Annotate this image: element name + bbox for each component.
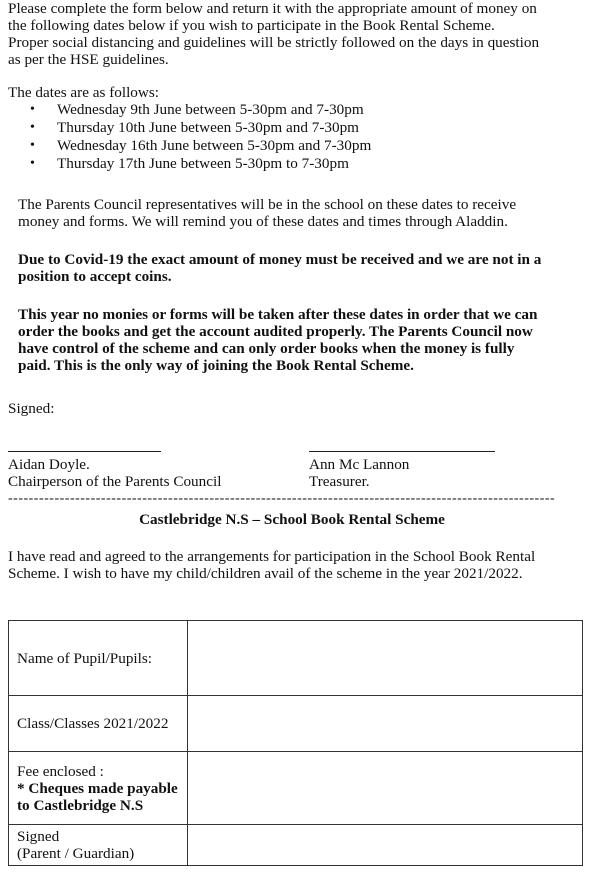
pupil-name-field[interactable] [188, 621, 583, 696]
agreement-paragraph [8, 548, 588, 582]
agreement-line: I have read and agreed to the arrangements for participation in the School Book Rental [8, 548, 536, 565]
signature-line [8, 451, 161, 452]
pupil-name-label: Name of Pupil/Pupils: [9, 621, 188, 696]
council-paragraph [18, 196, 583, 230]
bullet-icon: • [30, 120, 35, 135]
date-text: Wednesday 16th June between 5-30pm and 7-30pm [57, 137, 372, 154]
bullet-icon: • [30, 156, 35, 171]
table-row [9, 752, 583, 825]
covid-paragraph [18, 251, 583, 285]
date-text: Thursday 10th June between 5-30pm and 7-30pm [57, 119, 359, 136]
guardian-signed-cell [9, 825, 188, 866]
table-row [9, 696, 583, 752]
signatory-role: Chairperson of the Parents Council [8, 473, 222, 490]
signed-label: Signed: [8, 400, 55, 417]
guardian-signed-sub: (Parent / Guardian) [17, 845, 135, 862]
bullet-icon: • [30, 102, 35, 117]
rental-form-table [8, 620, 583, 866]
class-label: Class/Classes 2021/2022 [9, 696, 188, 752]
no-monies-line: This year no monies or forms will be taken after these dates in order that we can [18, 306, 538, 323]
intro-line: as per the HSE guidelines. [8, 51, 169, 68]
cheque-note: * Cheques made payable [17, 779, 178, 797]
dates-list [30, 101, 371, 173]
signatory-chairperson [8, 456, 221, 490]
cheque-note: to Castlebridge N.S [17, 796, 144, 814]
no-monies-line: paid. This is the only way of joining the Book Rental Scheme. [18, 357, 414, 374]
dates-label: The dates are as follows: [8, 84, 159, 101]
covid-line: position to accept coins. [18, 268, 172, 285]
council-line: The Parents Council representatives will be in the school on these dates to receive [18, 196, 517, 213]
agreement-line: Scheme. I wish to have my child/children avail of the scheme in the year 2021/2022. [8, 565, 523, 582]
date-text: Thursday 17th June between 5-30pm to 7-30pm [57, 155, 349, 172]
fee-label: Fee enclosed : [17, 762, 104, 780]
class-field[interactable] [188, 696, 583, 752]
intro-line: Proper social distancing and guidelines will be strictly followed on the days in question [8, 34, 540, 51]
fee-field[interactable] [188, 752, 583, 825]
date-text: Wednesday 9th June between 5-30pm and 7-30pm [57, 101, 364, 118]
fee-cell [9, 752, 188, 825]
date-item [30, 137, 371, 155]
date-item [30, 101, 371, 119]
covid-line: Due to Covid-19 the exact amount of money must be received and we are not in a [18, 251, 542, 268]
signatory-name: Ann Mc Lannon [309, 456, 410, 473]
guardian-signed-label: Signed [17, 828, 60, 845]
signatory-treasurer [309, 456, 409, 490]
no-monies-line: have control of the scheme and can only order books when the money is fully [18, 340, 515, 357]
no-monies-line: order the books and get the account audited properly. The Parents Council now [18, 323, 533, 340]
signatory-role: Treasurer. [309, 473, 370, 490]
intro-paragraph [8, 0, 588, 68]
cut-here-divider: ---------------------------------------------------------------------------------------------------------- [8, 492, 556, 506]
no-monies-paragraph [18, 306, 583, 374]
bullet-icon: • [30, 138, 35, 153]
date-item [30, 119, 371, 137]
intro-line: Please complete the form below and return it with the appropriate amount of money on [8, 0, 537, 17]
council-line: money and forms. We will remind you of these dates and times through Aladdin. [18, 213, 508, 230]
signature-line [309, 451, 495, 452]
table-row [9, 621, 583, 696]
guardian-signature-field[interactable] [188, 825, 583, 866]
date-item [30, 155, 371, 173]
slip-title: Castlebridge N.S – School Book Rental Scheme [139, 511, 445, 528]
table-row [9, 825, 583, 866]
signatory-name: Aidan Doyle. [8, 456, 90, 473]
intro-line: the following dates below if you wish to participate in the Book Rental Scheme. [8, 17, 495, 34]
